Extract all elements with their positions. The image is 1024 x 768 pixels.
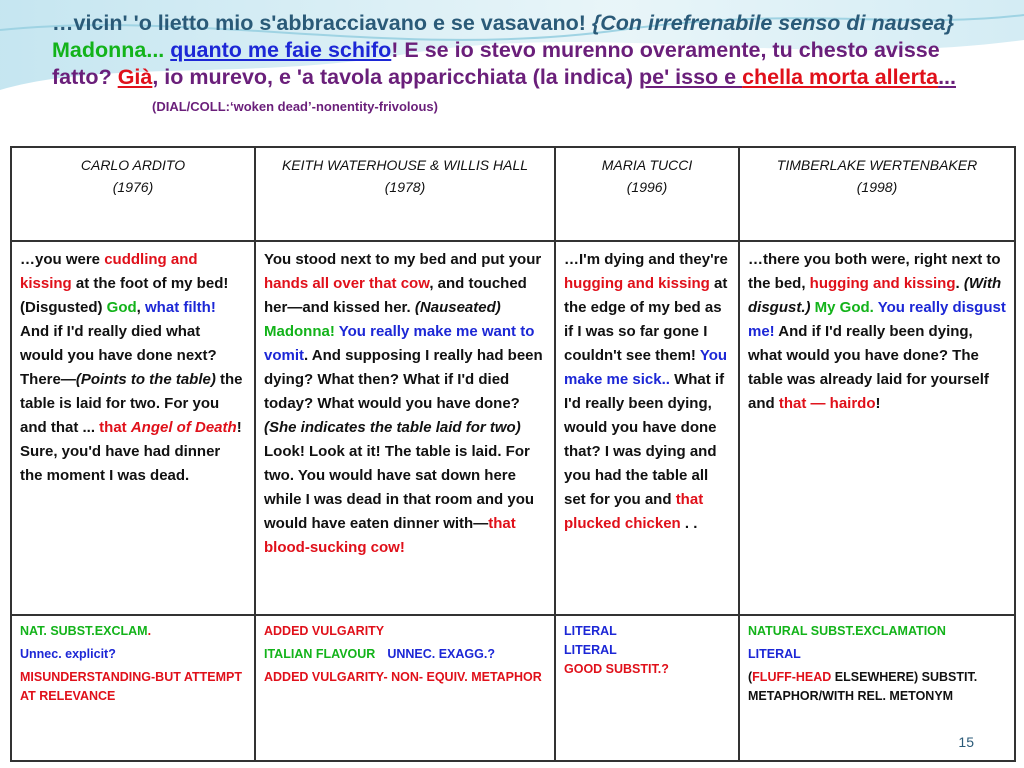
- slide-title: …vicin' 'o lietto mio s'abbracciavano e se vasavano! {Con irrefrenabile senso di nausea} Madonna... quanto me faie schifo! E se io stevo murenno overamente, tu chesto avisse fatto? Già, io murevo, e 'a tavola apparicchiata (la indica) pe' isso e chella morta allerta...(DIAL/COLL:‘woken dead’-nonentity-frivolous): [52, 11, 956, 114]
- header-waterhouse-hall: KEITH WATERHOUSE & WILLIS HALL (1978): [255, 147, 555, 241]
- text-ardito: …you were cuddling and kissing at the foot of my bed! (Disgusted) God, what filth! And if I'd really died what would you have done next? There—(Points to the table) the table is laid for two. For you and that ... that Angel of Death! Sure, you'd have had dinner the moment I was dead.: [11, 241, 255, 615]
- page-number: 15: [958, 734, 974, 750]
- header-row: [11, 147, 1015, 241]
- notes-row: [11, 615, 1015, 761]
- translation-row: [11, 241, 1015, 615]
- text-wertenbaker: …there you both were, right next to the bed, hugging and kissing. (With disgust.) My God. You really disgust me! And if I'd really been dying, what would you have done? The table was already laid for yourself and that — hairdo!: [739, 241, 1015, 615]
- header-ardito: CARLO ARDITO (1976): [11, 147, 255, 241]
- notes-tucci: LITERAL LITERAL GOOD SUBSTIT.?: [555, 615, 739, 761]
- notes-ardito: NAT. SUBST.EXCLAM. Unnec. explicit? MISUNDERSTANDING-BUT ATTEMPT AT RELEVANCE: [11, 615, 255, 761]
- translation-table: [10, 146, 1016, 762]
- header-wertenbaker: TIMBERLAKE WERTENBAKER (1998): [739, 147, 1015, 241]
- text-tucci: …I'm dying and they're hugging and kissing at the edge of my bed as if I was so far gone I couldn't see them! You make me sick.. What if I'd really been dying, would you have done that? I was dying and you had the table all set for you and that plucked chicken . .: [555, 241, 739, 615]
- title-note: (DIAL/COLL:‘woken dead’-nonentity-frivolous): [152, 99, 438, 114]
- header-tucci: MARIA TUCCI (1996): [555, 147, 739, 241]
- notes-waterhouse-hall: ADDED VULGARITY ITALIAN FLAVOUR UNNEC. EXAGG.? ADDED VULGARITY- NON- EQUIV. METAPHOR: [255, 615, 555, 761]
- text-waterhouse-hall: You stood next to my bed and put your hands all over that cow, and touched her—and kissed her. (Nauseated) Madonna! You really make me want to vomit. And supposing I really had been dying? What then? What if I'd died today? What would you have done? (She indicates the table laid for two) Look! Look at it! The table is laid. For two. You would have sat down here while I was dead in that room and you would have eaten dinner with—that blood-sucking cow!: [255, 241, 555, 615]
- notes-wertenbaker: NATURAL SUBST.EXCLAMATION LITERAL (FLUFF-HEAD ELSEWHERE) SUBSTIT. METAPHOR/WITH REL. METONYM: [739, 615, 1015, 761]
